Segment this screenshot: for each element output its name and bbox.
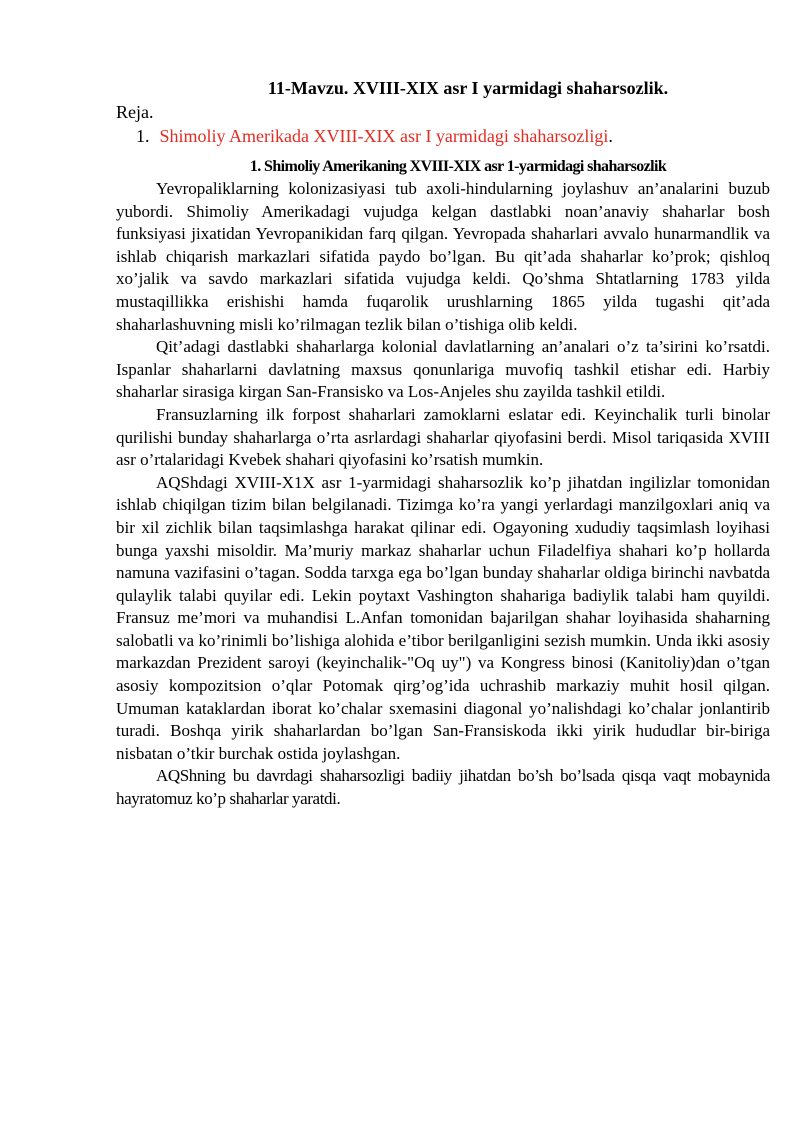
plan-list — [116, 124, 770, 148]
paragraph-kolonial-davlatlar: Qit’adagi dastlabki shaharlarga kolonial davlatlarning an’analari o’z ta’sirini ko’rsatdi. Ispanlar shaharlarni davlatning maxsus qonunlariga muvofiq tashkil etishar edi. Harbiy shaharlar sirasiga kirgan San-Fransisko va Los-Anjeles shu zayilda tashkil etildi. — [116, 337, 770, 402]
plan-item-text: Shimoliy Amerikada XVIII-XIX asr I yarmidagi shaharsozligi — [159, 126, 609, 146]
document-page — [116, 76, 770, 811]
paragraph-aqsh-shaharsozlik: AQShdagi XVIII-X1X asr 1-yarmidagi shaharsozlik ko’p jihatdan ingilizlar tomonidan ishlab chiqilgan tizim bilan belgilanadi. Tizimga ko’ra yangi yerlardagi manzilgoxlari aniq va bir xil zichlik bilan taqsimlashga harakat qilinar edi. Ogayoning xududiy taqsimlash loyihasi bunga yaxshi misoldir. Ma’muriy markaz shaharlar uchun Filadelfiya shahari ko’p hollarda namuna vazifasini o’tagan. Sodda tarxga ega bo’lgan bunday shaharlar oldiga birinchi navbatda qulaylik talabi quyilar edi. Lekin poytaxt Vashington shahariga badiylik talabi ham quyildi. Fransuz me’mori va muhandisi L.Anfan tomonidan bajarilgan shahar loyihasida shaharning salobatli va ko’rinimli bo’lishiga alohida e’tibor berilganligini sezish mumkin. Unda ikki asosiy markazdan Prezident saroyi (keyinchalik-"Oq uy") va Kongress binosi (Kanitoliy)dan o’tgan asosiy kompozitsion o’qlar Potomak qirg’og’ida uchrashib markaziy muhit hosil qilgan. Umuman kataklardan iborat ko’chalar sxemasini diagonal yo’nalishdagi ko’chalar jonlantirib turadi. Boshqa yirik shaharlardan bo’lgan San-Fransiskoda ikki yirik hududlar bir-biriga nisbatan o’tkir burchak ostida joylashgan. — [116, 472, 770, 763]
section-heading: 1. Shimoliy Amerikaning XVIII-XIX asr 1-yarmidagi shaharsozlik — [249, 158, 667, 175]
paragraph-fransuzlar: Fransuzlarning ilk forpost shaharlari zamoklarni eslatar edi. Keyinchalik turli binolar qurilishi bunday shaharlarga o’rta asrlardagi shaharlar qiyofasini berdi. Misol tariqasida XVIII asr o’rtalaridagi Kvebek shahari qiyofasini ko’rsatish mumkin. — [116, 404, 770, 470]
plan-item-number: 1. — [136, 126, 150, 146]
paragraph-xulosa: AQShning bu davrdagi shaharsozligi badiiy jihatdan bo’sh bo’lsada qisqa vaqt mobaynida hayratomuz ko’p shaharlar yaratdi. — [116, 766, 770, 809]
plan-item-suffix: . — [608, 126, 613, 146]
plan-item-content — [160, 124, 613, 148]
document-title: 11-Mavzu. XVIII-XIX asr I yarmidagi shaharsozlik. — [267, 78, 669, 98]
plan-item — [116, 124, 770, 148]
plan-label: Reja. — [116, 102, 154, 122]
paragraph-kolonizasiya: Yevropaliklarning kolonizasiyasi tub axoli-hindularning joylashuv an’analarini buzub yubordi. Shimoliy Amerikadagi vujudga kelgan dastlabki noan’anaviy shaharlar bosh funksiyasi jixatidan Yevropanikidan farq qilgan. Yevropada shaharlari avvalo hunarmandlik va ishlab chiqarish markazlari sifatida paydo bo’lgan. Bu qit’ada shaharlar ko’prok; qishloq xo’jalik va savdo markazlari sifatida vujudga keldi. Qo’shma Shtatlarning 1783 yilda mustaqillikka erishishi hamda fuqarolik urushlarning 1865 yilda tugashi qit’ada shaharlashuvning misli ko’rilmagan tezlik bilan o’tishiga olib keldi. — [116, 179, 770, 334]
